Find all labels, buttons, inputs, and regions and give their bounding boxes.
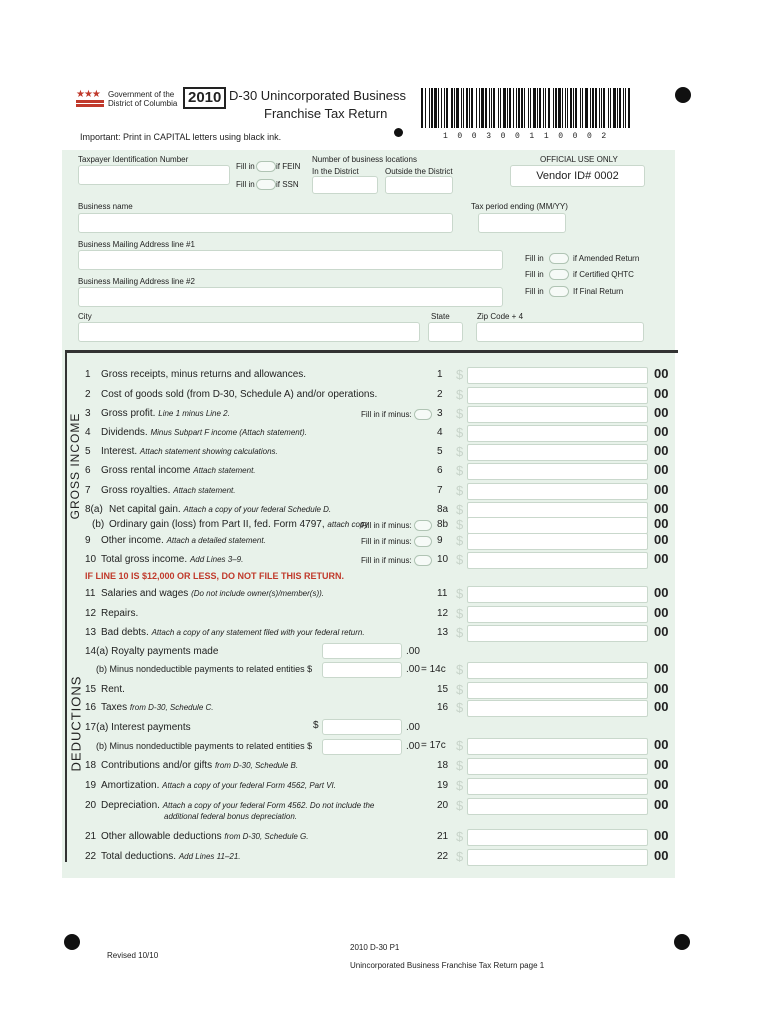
registration-mark — [675, 87, 691, 103]
cents: 00 — [654, 532, 669, 547]
dc-flag-logo: ★★★ — [76, 90, 104, 106]
barcode-bar — [507, 88, 508, 128]
city-label: City — [78, 312, 92, 321]
dollar-sign: $ — [456, 738, 464, 753]
barcode-bar — [539, 88, 541, 128]
dollar-sign: $ — [456, 849, 464, 864]
dollar-sign: $ — [456, 758, 464, 773]
registration-mark — [674, 934, 690, 950]
cents: 00 — [654, 462, 669, 477]
amount-input[interactable] — [467, 758, 648, 775]
line-number: 5 — [85, 446, 91, 457]
line-label: Gross receipts, minus returns and allowances. — [101, 369, 307, 380]
gov-line2: District of Columbia — [108, 99, 178, 108]
tax-period-label: Tax period ending (MM/YY) — [471, 202, 568, 211]
line-number: 11 — [85, 588, 96, 599]
amount-input[interactable] — [467, 829, 648, 846]
line-label: Depreciation. Attach a copy of your federal Form 4562. Do not include the — [101, 800, 375, 811]
dollar-sign: $ — [456, 425, 464, 440]
amount-input[interactable] — [467, 533, 648, 550]
barcode-bar — [466, 88, 468, 128]
line-label: Total deductions. Add Lines 11–21. — [101, 851, 241, 862]
cents: 00 — [654, 424, 669, 439]
dollar-sign: $ — [456, 502, 464, 517]
line-ref: 13 — [437, 627, 449, 638]
year-box: 2010 — [183, 87, 226, 109]
barcode-bar — [530, 88, 531, 128]
line-label: Bad debts. Attach a copy of any statement filed with your federal return. — [101, 627, 365, 638]
cents: 00 — [654, 797, 669, 812]
state-label: State — [431, 312, 450, 321]
barcode-bar — [493, 88, 495, 128]
line-label: Amortization. Attach a copy of your federal Form 4562, Part VI. — [101, 780, 337, 791]
line-ref: 10 — [437, 554, 449, 565]
amount-input[interactable] — [467, 463, 648, 480]
barcode-bar — [555, 88, 557, 128]
barcode-bar — [590, 88, 591, 128]
addr1-label: Business Mailing Address line #1 — [78, 240, 195, 249]
line-label: Taxes from D-30, Schedule C. — [101, 702, 214, 713]
line-label: Net capital gain. Attach a copy of your federal Schedule D. — [109, 504, 332, 515]
barcode-bar — [524, 88, 525, 128]
amount-input[interactable] — [467, 625, 648, 642]
line-number: 4 — [85, 427, 91, 438]
vendor-box: Vendor ID# 0002 — [510, 165, 645, 187]
line-label: Dividends. Minus Subpart F income (Attach statement). — [101, 427, 307, 438]
cents: 00 — [654, 681, 669, 696]
amount-input[interactable] — [467, 606, 648, 623]
cents: 00 — [654, 624, 669, 639]
royalty-b-input[interactable] — [322, 662, 402, 678]
cents: 00 — [654, 585, 669, 600]
depreciation-note: additional federal bonus depreciation. — [164, 812, 297, 821]
line-ref: 15 — [437, 684, 449, 695]
line-number: 3 — [85, 408, 91, 419]
addr2-label: Business Mailing Address line #2 — [78, 277, 195, 286]
line-number: 13 — [85, 627, 97, 638]
line-ref: = 14c — [421, 664, 446, 675]
amount-input[interactable] — [467, 425, 648, 442]
fill-if-minus: Fill in if minus: — [361, 537, 412, 546]
line-ref: 5 — [437, 446, 443, 457]
royalty-b-label: (b) Minus nondeductible payments to related entities $ — [96, 664, 313, 674]
official-use-label: OFFICIAL USE ONLY — [540, 155, 618, 164]
line-ref: 6 — [437, 465, 443, 476]
cents: 00 — [654, 501, 669, 516]
line-ref: 9 — [437, 535, 443, 546]
important-note: Important: Print in CAPITAL letters using black ink. — [80, 132, 282, 142]
interest-b-input[interactable] — [322, 739, 402, 755]
fill-if-minus: Fill in if minus: — [361, 521, 412, 530]
barcode-bar — [454, 88, 455, 128]
interest-a-label: 17(a) Interest payments — [85, 722, 191, 733]
cents: 00 — [654, 443, 669, 458]
barcode-bar — [513, 88, 514, 128]
line-ref: 18 — [437, 760, 449, 771]
cents: 00 — [654, 551, 669, 566]
barcode-bar — [438, 88, 439, 128]
line-number: 21 — [85, 831, 97, 842]
final-oval[interactable] — [549, 286, 569, 297]
locations-label: Number of business locations — [312, 155, 417, 164]
fill-in-label: Fill in — [236, 180, 255, 189]
dollar-sign: $ — [456, 778, 464, 793]
line-ref: 19 — [437, 780, 449, 791]
section-divider — [65, 350, 678, 353]
barcode-bar — [617, 88, 618, 128]
amount-input[interactable] — [467, 367, 648, 384]
cents: 00 — [654, 405, 669, 420]
cents: 00 — [654, 737, 669, 752]
cents: 00 — [654, 516, 669, 531]
cents: .00 — [406, 646, 420, 657]
amount-input[interactable] — [467, 682, 648, 699]
line-number: 2 — [85, 389, 91, 400]
business-name-input[interactable] — [78, 213, 453, 233]
barcode-bar — [595, 88, 597, 128]
tin-label: Taxpayer Identification Number — [78, 155, 189, 164]
barcode-bar — [582, 88, 583, 128]
final-label: If Final Return — [573, 287, 624, 296]
royalty-a-input[interactable] — [322, 643, 402, 659]
line-ref: 2 — [437, 389, 443, 400]
barcode-bar — [451, 88, 453, 128]
barcode-bar — [485, 88, 487, 128]
barcode-bar — [603, 88, 605, 128]
line-ref: 22 — [437, 851, 449, 862]
barcode-bar — [500, 88, 501, 128]
line-ref: 8a — [437, 504, 449, 515]
amount-input[interactable] — [467, 849, 648, 866]
barcode-bar — [479, 88, 480, 128]
gross-bracket — [65, 352, 67, 862]
barcode-bar — [509, 88, 511, 128]
gross-income-label: GROSS INCOME — [68, 412, 82, 520]
barcode-bar — [421, 88, 423, 128]
city-input[interactable] — [78, 322, 420, 342]
royalty-a-label: 14(a) Royalty payments made — [85, 646, 219, 657]
amount-input[interactable] — [467, 483, 648, 500]
minus-oval[interactable] — [414, 520, 432, 531]
certified-oval[interactable] — [549, 269, 569, 280]
dollar-sign: $ — [456, 700, 464, 715]
line-label: Gross rental income Attach statement. — [101, 465, 256, 476]
cents: 00 — [654, 661, 669, 676]
dollar-sign: $ — [456, 625, 464, 640]
line-number: 1 — [85, 369, 91, 380]
barcode-bar — [567, 88, 568, 128]
barcode-bar — [592, 88, 594, 128]
cents: 00 — [654, 757, 669, 772]
barcode-bar — [608, 88, 609, 128]
cents: 00 — [654, 386, 669, 401]
fill-if-minus: Fill in if minus: — [361, 410, 412, 419]
line-ref: 12 — [437, 608, 449, 619]
amount-input[interactable] — [467, 517, 648, 534]
barcode-bar — [441, 88, 442, 128]
fein-oval[interactable] — [256, 161, 276, 172]
dollar-sign: $ — [313, 720, 319, 731]
barcode-bar — [434, 88, 437, 128]
line-ref: 20 — [437, 800, 449, 811]
barcode-digits: 1 0 0 3 0 0 1 1 0 0 0 2 — [443, 132, 607, 141]
dollar-sign: $ — [456, 444, 464, 459]
cents: 00 — [654, 828, 669, 843]
line-number: 7 — [85, 485, 91, 496]
ssn-oval[interactable] — [256, 179, 276, 190]
line-ref: 11 — [437, 588, 448, 599]
line-label: Repairs. — [101, 608, 139, 619]
dollar-sign: $ — [456, 552, 464, 567]
barcode-bar — [548, 88, 550, 128]
dollar-sign: $ — [456, 798, 464, 813]
fill-in-label: Fill in — [236, 162, 255, 171]
amount-input[interactable] — [467, 778, 648, 795]
barcode-bar — [623, 88, 624, 128]
line-number: 15 — [85, 684, 97, 695]
barcode-bar — [489, 88, 490, 128]
dollar-sign: $ — [456, 387, 464, 402]
warning-text: IF LINE 10 IS $12,000 OR LESS, DO NOT FILE THIS RETURN. — [85, 571, 345, 581]
deductions-label: DEDUCTIONS — [68, 675, 84, 772]
minus-oval[interactable] — [414, 555, 432, 566]
dollar-sign: $ — [456, 682, 464, 697]
tin-input[interactable] — [78, 165, 230, 185]
line-ref: 3 — [437, 408, 443, 419]
barcode-bar — [463, 88, 464, 128]
barcode-bar — [543, 88, 544, 128]
line-label: Gross royalties. Attach statement. — [101, 485, 236, 496]
cents: .00 — [406, 741, 420, 752]
cents: 00 — [654, 605, 669, 620]
barcode-bar — [471, 88, 473, 128]
amount-input[interactable] — [467, 738, 648, 755]
minus-oval[interactable] — [414, 536, 432, 547]
line-label: Contributions and/or gifts from D-30, Schedule B. — [101, 760, 299, 771]
dollar-sign: $ — [456, 517, 464, 532]
barcode-bar — [610, 88, 611, 128]
dollar-sign: $ — [456, 606, 464, 621]
barcode-bar — [573, 88, 574, 128]
form-title-1: D-30 Unincorporated Business — [229, 88, 407, 103]
barcode-bar — [585, 88, 588, 128]
amount-input[interactable] — [467, 586, 648, 603]
barcode-bar — [528, 88, 529, 128]
amended-label: if Amended Return — [573, 254, 640, 263]
barcode-bar — [521, 88, 523, 128]
fill-in-label: Fill in — [525, 287, 544, 296]
amount-input[interactable] — [467, 444, 648, 461]
certified-label: if Certified QHTC — [573, 270, 634, 279]
cents: 00 — [654, 366, 669, 381]
amount-input[interactable] — [467, 700, 648, 717]
gov-line1: Government of the — [108, 90, 175, 99]
tax-period-input[interactable] — [478, 213, 566, 233]
barcode-bar — [425, 88, 426, 128]
barcode-bar — [625, 88, 626, 128]
state-input[interactable] — [428, 322, 463, 342]
revised-date: Revised 10/10 — [107, 951, 159, 960]
page-label: Unincorporated Business Franchise Tax Return page 1 — [350, 961, 545, 970]
in-district-input[interactable] — [312, 176, 378, 194]
registration-mark — [64, 934, 80, 950]
barcode-bar — [503, 88, 506, 128]
cents: .00 — [406, 664, 420, 675]
barcode-bar — [446, 88, 448, 128]
fill-in-label: Fill in — [525, 270, 544, 279]
business-name-label: Business name — [78, 202, 133, 211]
interest-a-input[interactable] — [322, 719, 402, 735]
addr1-input[interactable] — [78, 250, 503, 270]
barcode-bar — [431, 88, 433, 128]
line-label: Ordinary gain (loss) from Part II, fed. Form 4797, attach copy — [109, 519, 369, 530]
barcode-bar — [461, 88, 462, 128]
line-ref: 8b — [437, 519, 449, 530]
form-title-2: Franchise Tax Return — [264, 106, 388, 121]
barcode-bar — [601, 88, 602, 128]
barcode-bar — [575, 88, 577, 128]
line-ref: 1 — [437, 369, 443, 380]
barcode-bar — [481, 88, 484, 128]
amount-input[interactable] — [467, 798, 648, 815]
cents: 00 — [654, 482, 669, 497]
barcode-bar — [570, 88, 572, 128]
line-ref: = 17c — [421, 740, 446, 751]
cents: 00 — [654, 777, 669, 792]
barcode-bar — [518, 88, 520, 128]
dollar-sign: $ — [456, 662, 464, 677]
line-ref: 7 — [437, 485, 443, 496]
dollar-sign: $ — [456, 586, 464, 601]
line-number: 22 — [85, 851, 97, 862]
outside-district-input[interactable] — [385, 176, 453, 194]
dollar-sign: $ — [456, 463, 464, 478]
amount-input[interactable] — [467, 662, 648, 679]
line-number: 12 — [85, 608, 97, 619]
line-number: 18 — [85, 760, 97, 771]
barcode-bar — [628, 88, 630, 128]
dollar-sign: $ — [456, 406, 464, 421]
line-ref: 4 — [437, 427, 443, 438]
cents: 00 — [654, 699, 669, 714]
barcode-bar — [613, 88, 616, 128]
barcode — [421, 88, 633, 141]
in-district-label: In the District — [312, 167, 359, 176]
barcode-bar — [444, 88, 445, 128]
minus-oval[interactable] — [414, 409, 432, 420]
amount-input[interactable] — [467, 552, 648, 569]
barcode-bar — [553, 88, 554, 128]
line-number: 16 — [85, 702, 97, 713]
barcode-bar — [469, 88, 470, 128]
line-label: Gross profit. Line 1 minus Line 2. — [101, 408, 230, 419]
line-number: 9 — [85, 535, 91, 546]
amended-oval[interactable] — [549, 253, 569, 264]
line-number: 20 — [85, 800, 97, 811]
dollar-sign: $ — [456, 829, 464, 844]
barcode-bar — [476, 88, 477, 128]
fein-label: if FEIN — [276, 162, 301, 171]
line-label: Rent. — [101, 684, 125, 695]
barcode-bar — [545, 88, 546, 128]
dollar-sign: $ — [456, 367, 464, 382]
barcode-bar — [565, 88, 566, 128]
barcode-bar — [533, 88, 536, 128]
line-number: 8(a) — [85, 504, 103, 515]
barcode-bar — [456, 88, 459, 128]
amount-input[interactable] — [467, 406, 648, 423]
fill-in-label: Fill in — [525, 254, 544, 263]
ssn-label: if SSN — [276, 180, 299, 189]
cents: .00 — [406, 722, 420, 733]
barcode-bar — [580, 88, 581, 128]
barcode-bar — [537, 88, 538, 128]
zip-input[interactable] — [476, 322, 644, 342]
barcode-bar — [429, 88, 430, 128]
zip-label: Zip Code + 4 — [477, 312, 524, 321]
line-label: Salaries and wages (Do not include owner(s)/member(s)). — [101, 588, 324, 599]
dollar-sign: $ — [456, 533, 464, 548]
line-label: Total gross income. Add Lines 3–9. — [101, 554, 244, 565]
barcode-bar — [498, 88, 499, 128]
line-label: Interest. Attach statement showing calculations. — [101, 446, 278, 457]
line-label: Cost of goods sold (from D-30, Schedule A) and/or operations. — [101, 389, 378, 400]
barcode-bar — [516, 88, 517, 128]
barcode-bar — [558, 88, 561, 128]
line-number: (b) — [92, 519, 105, 530]
barcode-bar — [619, 88, 621, 128]
fill-if-minus: Fill in if minus: — [361, 556, 412, 565]
barcode-bar — [491, 88, 492, 128]
interest-b-label: (b) Minus nondeductible payments to related entities $ — [96, 741, 313, 751]
line-ref: 21 — [437, 831, 449, 842]
line-label: Other allowable deductions from D-30, Schedule G. — [101, 831, 309, 842]
line-number: 10 — [85, 554, 97, 565]
barcode-bar — [562, 88, 563, 128]
line-number: 19 — [85, 780, 97, 791]
barcode-bar — [599, 88, 600, 128]
form-id: 2010 D-30 P1 — [350, 943, 400, 952]
amount-input[interactable] — [467, 387, 648, 404]
dollar-sign: $ — [456, 483, 464, 498]
outside-district-label: Outside the District — [385, 167, 453, 176]
line-label: Other income. Attach a detailed statement. — [101, 535, 266, 546]
registration-mark — [394, 128, 403, 137]
line-ref: 16 — [437, 702, 449, 713]
addr2-input[interactable] — [78, 287, 503, 307]
cents: 00 — [654, 848, 669, 863]
line-number: 6 — [85, 465, 91, 476]
